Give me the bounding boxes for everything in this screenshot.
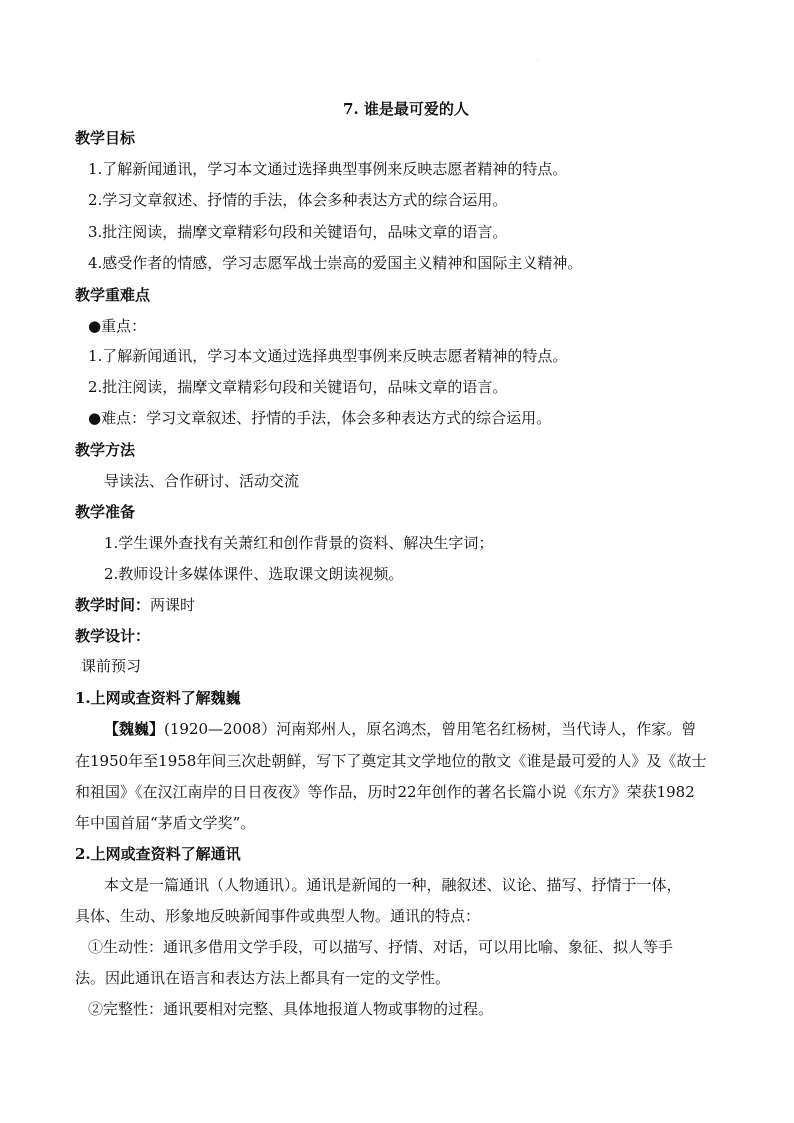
section2-heading: 2.上网或查资料了解通讯 [75, 845, 241, 863]
section1-paragraph-line: 年中国首届“茅盾文学奖”。 [75, 814, 256, 832]
section2-paragraph-line: 法。因此通讯在语言和表达方法上都具有一定的文学性。 [75, 969, 451, 987]
objectives-heading: 教学目标 [75, 129, 136, 147]
section1-paragraph-line: 和祖国》《在汉江南岸的日日夜夜》等作品，历时22年创作的著名长篇小说《东方》荣获1982 [75, 783, 695, 801]
preparation-item: 1.学生课外查找有关萧红和创作背景的资料、解决生字词； [104, 534, 494, 552]
name-tag: 【魏巍】 [104, 720, 165, 738]
time-label: 教学时间： [75, 596, 151, 614]
methods-heading: 教学方法 [75, 441, 136, 459]
preparation-item: 2.教师设计多媒体课件、选取课文朗读视频。 [104, 565, 404, 583]
section1-paragraph-line: 在1950年至1958年间三次赴朝鲜，写下了奠定其文学地位的散文《谁是最可爱的人》及《故士 [75, 752, 707, 770]
focus-item: 1.了解新闻通讯，学习本文通过选择典型事例来反映志愿者精神的特点。 [88, 347, 568, 365]
time-value: 两课时 [150, 596, 196, 614]
section2-paragraph-line: 本文是一篇通讯（人物通讯）。通讯是新闻的一种，融叙述、议论、描写、抒情于一体， [104, 876, 682, 894]
section1-paragraph-line [104, 718, 696, 740]
objective-item: 1.了解新闻通讯，学习本文通过选择典型事例来反映志愿者精神的特点。 [88, 160, 568, 178]
focus-item: 2.批注阅读，揣摩文章精彩句段和关键语句，品味文章的语言。 [88, 378, 508, 396]
preparation-heading: 教学准备 [75, 503, 136, 521]
design-heading: 教学设计： [75, 627, 151, 645]
objective-item: 3.批注阅读，揣摩文章精彩句段和关键语句，品味文章的语言。 [88, 223, 508, 241]
section2-paragraph-line: ②完整性：通讯要相对完整、具体地报道人物或事物的过程。 [88, 1000, 494, 1018]
section1-line-text: (1920—2008）河南郑州人，原名鸿杰，曾用笔名红杨树，当代诗人，作家。曾 [164, 720, 697, 738]
section2-paragraph-line: ①生动性：通讯多借用文学手段，可以描写、抒情、对话，可以用比喻、象征、拟人等手 [88, 938, 674, 956]
time-row [75, 594, 195, 616]
objective-item: 4.感受作者的情感，学习志愿军战士崇高的爱国主义精神和国际主义精神。 [88, 254, 583, 272]
header-mark: · [536, 58, 538, 65]
focus-label: ●重点： [88, 317, 147, 335]
section2-paragraph-line: 具体、生动、形象地反映新闻事件或典型人物。通讯的特点： [75, 907, 481, 925]
difficulty-item: ●难点：学习文章叙述、抒情的手法，体会多种表达方式的综合运用。 [88, 409, 552, 427]
objective-item: 2.学习文章叙述、抒情的手法，体会多种表达方式的综合运用。 [88, 191, 508, 209]
methods-text: 导读法、合作研讨、活动交流 [104, 472, 300, 490]
key-points-heading: 教学重难点 [75, 286, 151, 304]
page-title: 7. 谁是最可爱的人 [343, 100, 469, 118]
preview-label: 课前预习 [81, 657, 142, 675]
section1-heading: 1.上网或查资料了解魏巍 [75, 689, 241, 707]
